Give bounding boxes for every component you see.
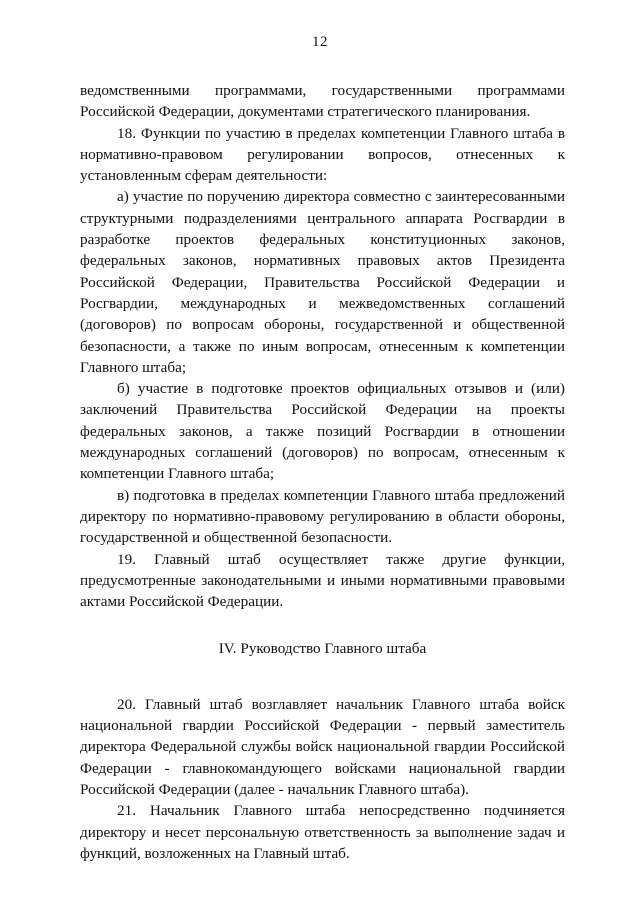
paragraph-21: 21. Начальник Главного штаба непосредственно подчиняется директору и несет персональную ответственность за выполнение задач и функций, возложенных на Главный штаб. (80, 802, 565, 862)
paragraph-18-v: в) подготовка в пределах компетенции Главного штаба предложений директору по нормативно-правовому регулированию в области обороны, государственной и общественной безопасности. (80, 486, 565, 547)
section-heading-iv: IV. Руководство Главного штаба (218, 640, 427, 658)
paragraph-19: 19. Главный штаб осуществляет также другие функции, предусмотренные законодательными и иными нормативными правовыми актами Российской Федерации. (80, 550, 565, 611)
paragraph-18: 18. Функции по участию в пределах компетенции Главного штаба в нормативно-правовом регулировании вопросов, отнесенных к установленным сферам деятельности: (80, 124, 565, 185)
paragraph-continuation: ведомственными программами, государственными программами Российской Федерации, документами стратегического планирования. (80, 82, 565, 121)
page-number: 12 (312, 34, 328, 50)
paragraph-18-b: б) участие в подготовке проектов официальных отзывов и (или) заключений Правительства Российской Федерации на проекты федеральных законов, а также позиций Росгвардии в отношении международных соглашений (договоров) по вопросам, отнесенным к компетенции Главного штаба; (80, 380, 565, 483)
paragraph-18-a: а) участие по поручению директора совместно с заинтересованными структурными подразделениями центрального аппарата Росгвардии в разработке проектов федеральных конституционных законов, федеральных законов, нормативных правовых актов Президента Российской Федерации, Правительства Российской Федерации и Росгвардии, международных и межведомственных соглашений (договоров) по вопросам обороны, государственной и общественной безопасности, а также по иным вопросам, отнесенным к компетенции Главного штаба; (80, 188, 565, 376)
paragraph-20: 20. Главный штаб возглавляет начальник Главного штаба войск национальной гвардии Российской Федерации - первый заместитель директора Федеральной службы войск национальной гвардии Российской Федерации - главнокомандующего войсками национальной гвардии Российской Федерации (далее - начальник Главного штаба). (80, 695, 565, 798)
document-body (80, 80, 565, 864)
